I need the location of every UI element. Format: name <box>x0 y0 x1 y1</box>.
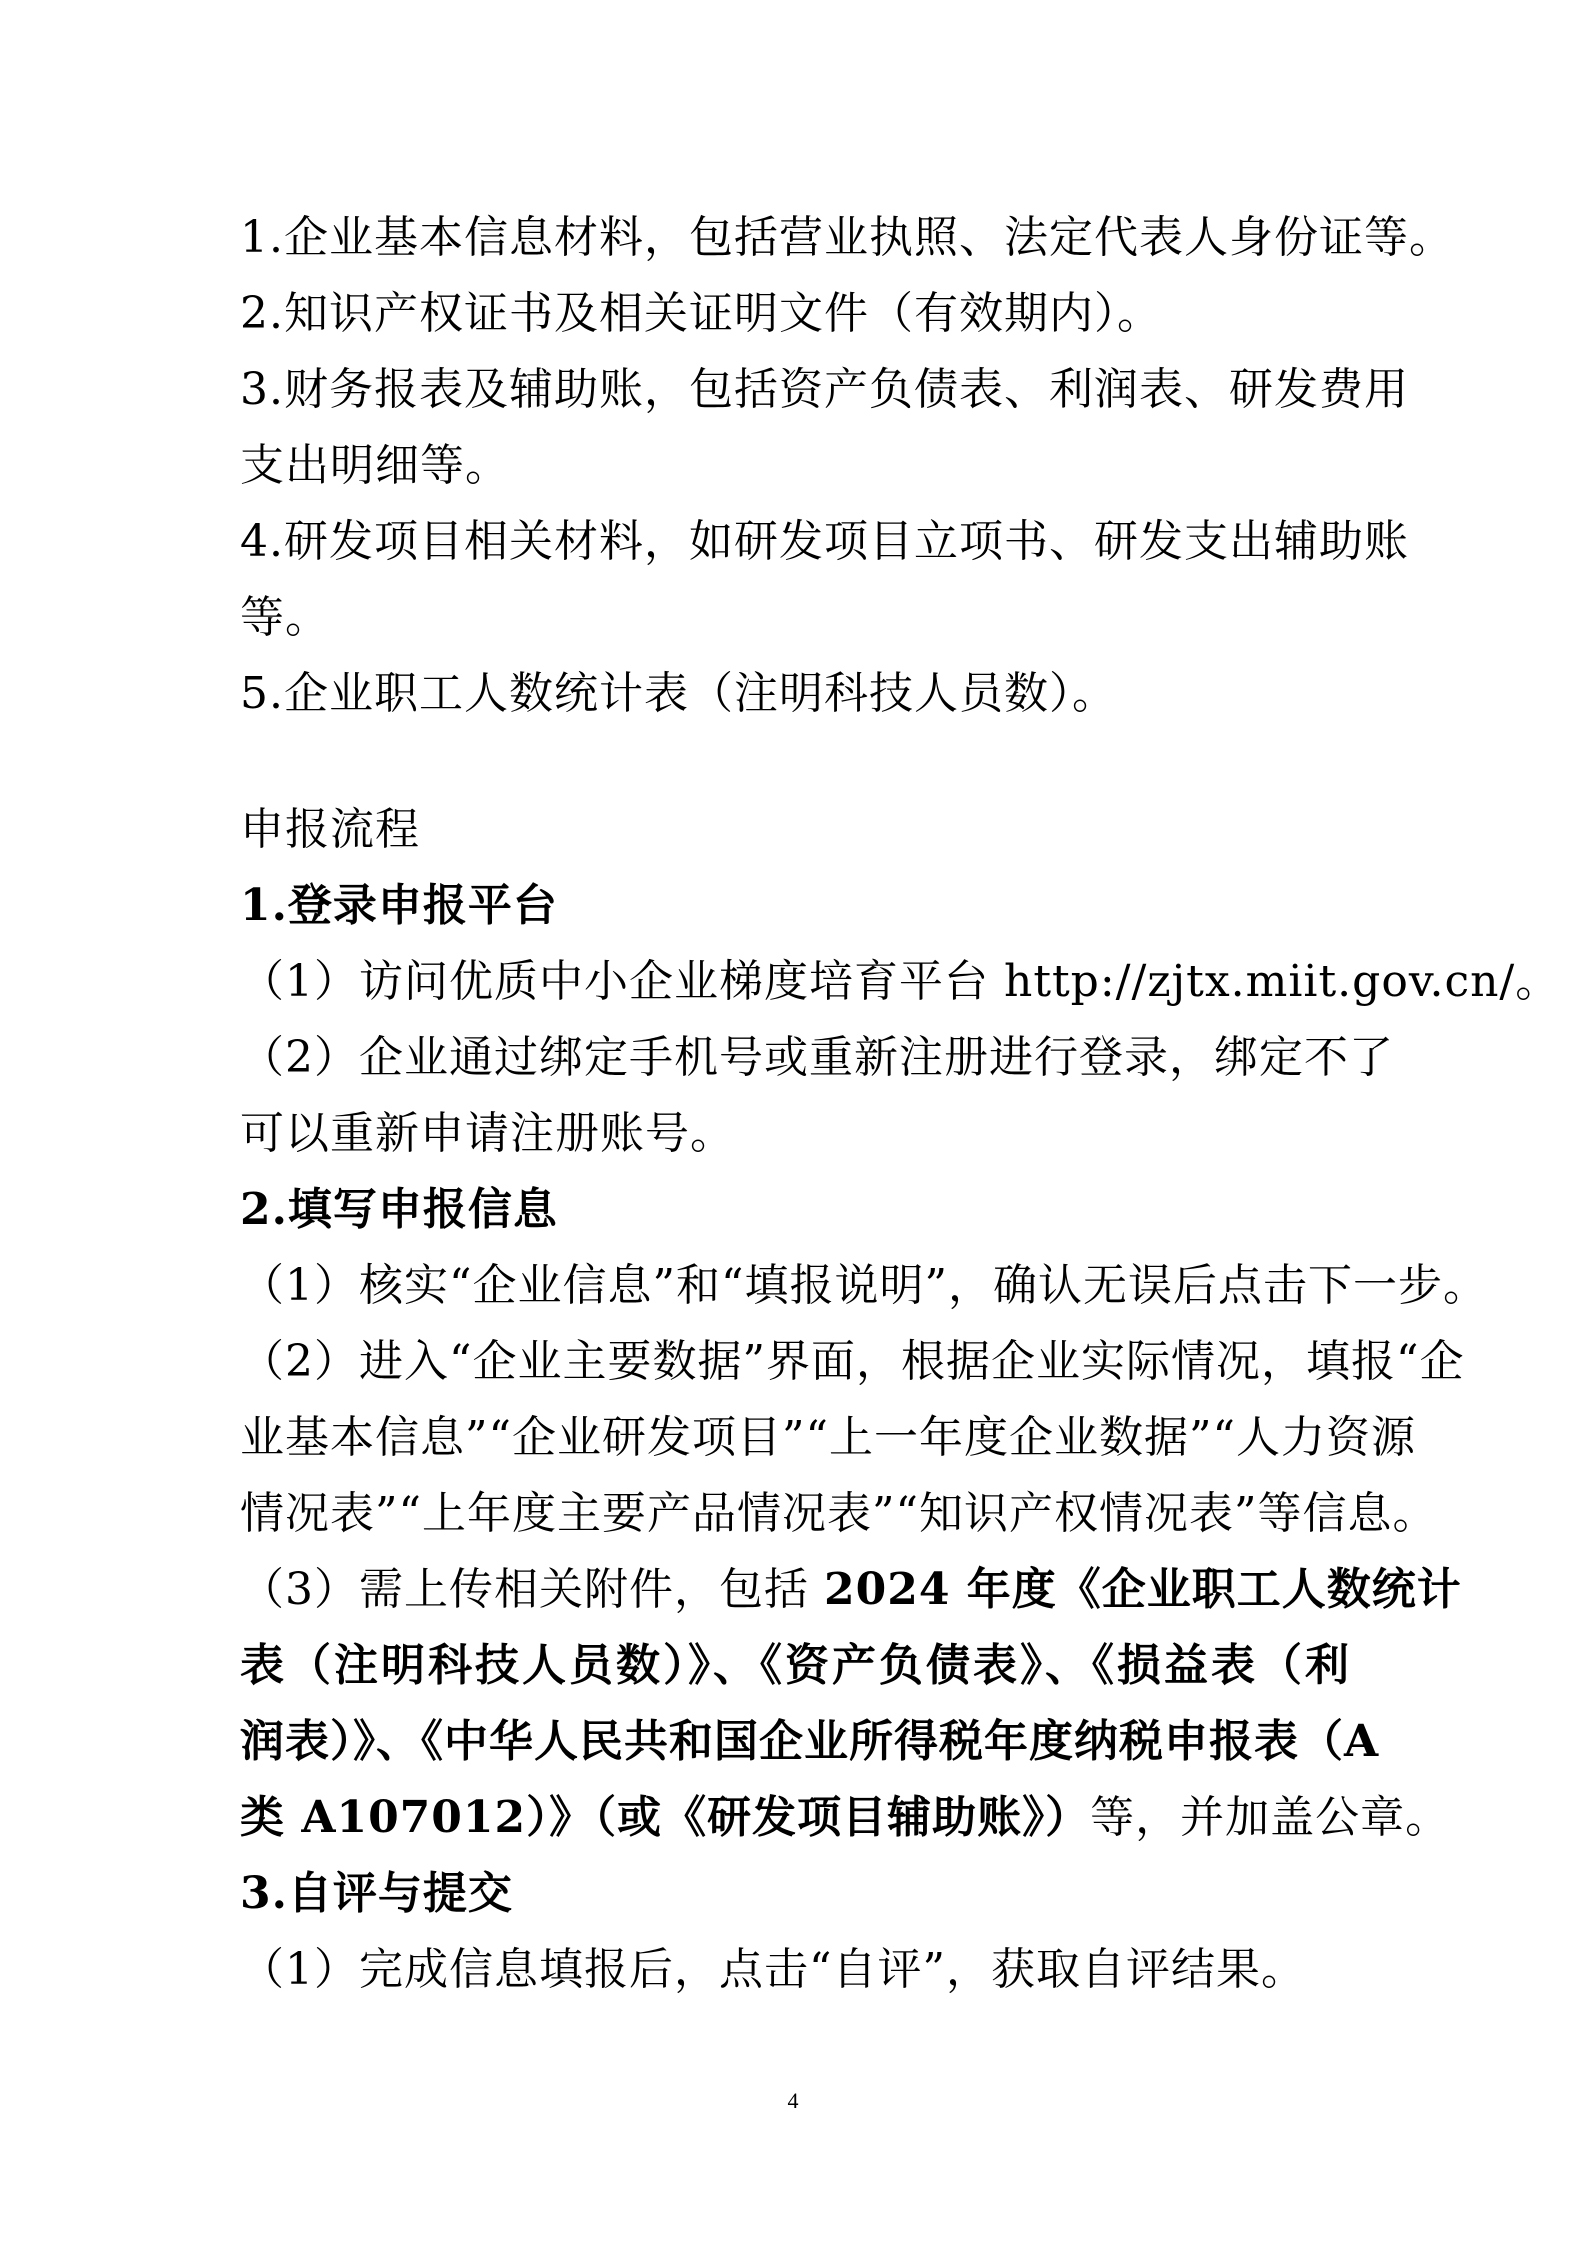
step-line: （2）进入“企业主要数据”界面，根据企业实际情况，填报“企 <box>240 1336 1465 1387</box>
material-item: 5.企业职工人数统计表（注明科技人员数）。 <box>240 668 1117 719</box>
material-item-continuation: 支出明细等。 <box>240 440 510 491</box>
step-line: 可以重新申请注册账号。 <box>240 1108 735 1159</box>
step-line: （1）访问优质中小企业梯度培育平台 http://zjtx.miit.gov.cn/。 <box>240 956 1561 1007</box>
step-heading: 2.填写申报信息 <box>240 1184 558 1235</box>
attachment-bold-text: 2024 年度《企业职工人数统计 <box>823 1564 1462 1615</box>
step-line: （2）企业通过绑定手机号或重新注册进行登录，绑定不了 <box>240 1032 1394 1083</box>
attachment-line <box>240 1780 1451 1856</box>
step-heading: 1.登录申报平台 <box>240 880 558 931</box>
step-line: （1）核实“企业信息”和“填报说明”，确认无误后点击下一步。 <box>240 1260 1488 1311</box>
section-title: 申报流程 <box>240 804 420 855</box>
attachment-bold-text: 类 A107012）》（或《研发项目辅助账》） <box>240 1792 1091 1843</box>
page-number: 4 <box>787 2088 799 2113</box>
step-line: 情况表”“上年度主要产品情况表”“知识产权情况表”等信息。 <box>240 1488 1438 1539</box>
material-item: 1.企业基本信息材料，包括营业执照、法定代表人身份证等。 <box>240 212 1454 263</box>
material-item-continuation: 等。 <box>240 592 330 643</box>
material-item: 2.知识产权证书及相关证明文件（有效期内）。 <box>240 288 1162 339</box>
attachment-line: 表（注明科技人员数）》、《资产负债表》、《损益表（利 <box>240 1640 1350 1691</box>
material-item: 4.研发项目相关材料，如研发项目立项书、研发支出辅助账 <box>240 516 1409 567</box>
attachment-prefix: （3）需上传相关附件，包括 <box>240 1564 824 1615</box>
step-line: （1）完成信息填报后，点击“自评”，获取自评结果。 <box>240 1944 1306 1995</box>
attachment-line: 润表）》、《中华人民共和国企业所得税年度纳税申报表（A <box>240 1716 1380 1767</box>
section-gap <box>240 732 1350 792</box>
material-item: 3.财务报表及辅助账，包括资产负债表、利润表、研发费用 <box>240 364 1409 415</box>
attachment-line <box>240 1552 1462 1628</box>
attachment-suffix: 等，并加盖公章。 <box>1090 1792 1451 1843</box>
page-content <box>240 200 1561 2008</box>
step-heading: 3.自评与提交 <box>240 1868 513 1919</box>
step-line: 业基本信息”“企业研发项目”“上一年度企业数据”“人力资源 <box>240 1412 1416 1463</box>
